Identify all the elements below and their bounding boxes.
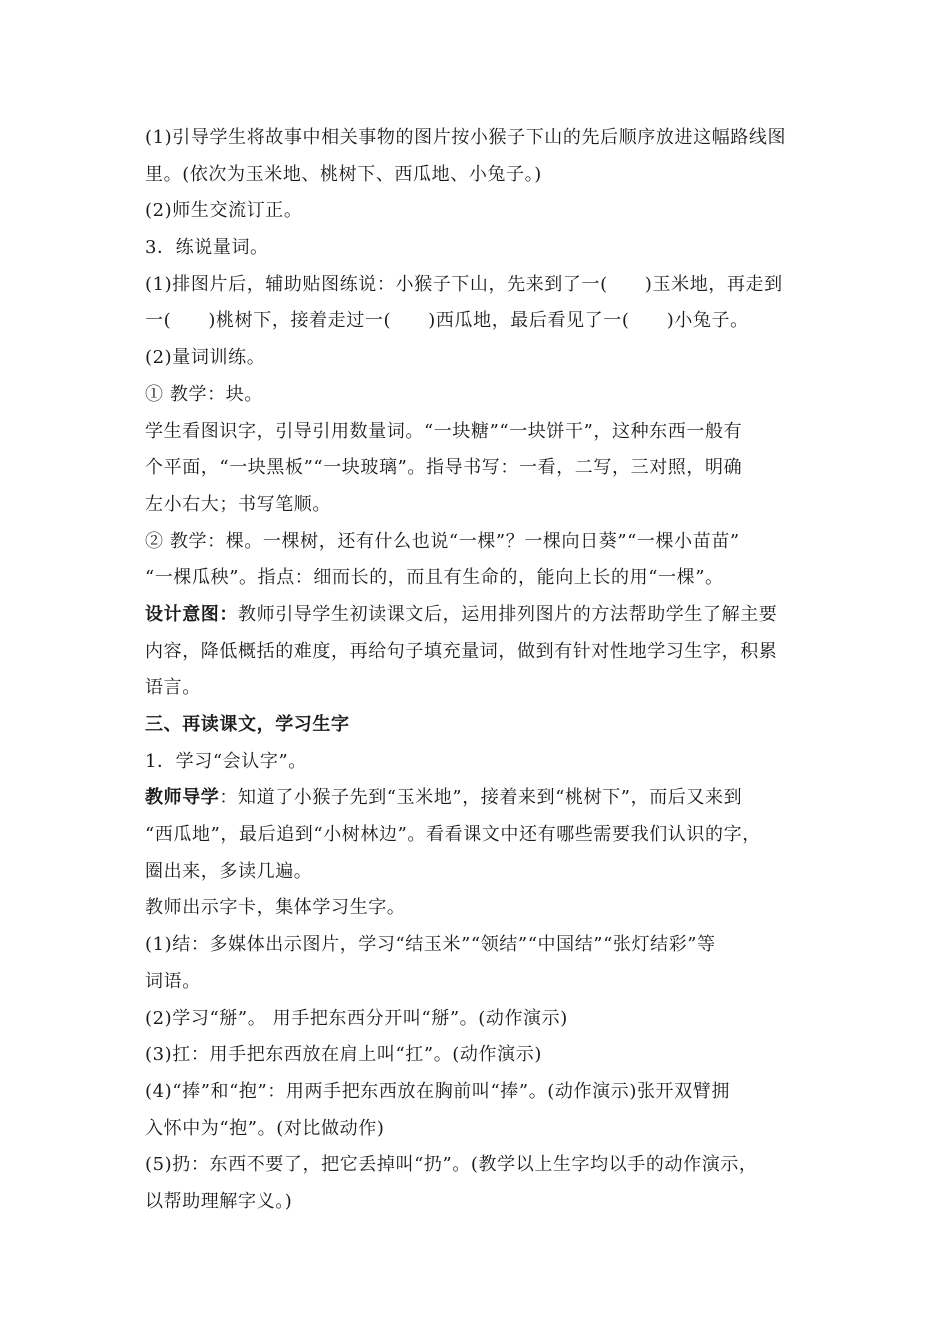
text-line: 个平面，“一块黑板”“一块玻璃”。指导书写：一看，二写，三对照，明确: [145, 457, 743, 479]
text-line: (2)师生交流订正。: [145, 200, 303, 222]
text-line: 左小右大；书写笔顺。: [145, 493, 331, 515]
section-heading-label: 三、再读课文，学习生字: [145, 714, 350, 735]
teacher-guide-label: 教师导学: [145, 787, 220, 809]
text-line: (1)排图片后，辅助贴图练说：小猴子下山，先来到了一( )玉米地，再走到: [145, 273, 783, 295]
text-line: 学生看图识字，引导引用数量词。“一块糖”“一块饼干”，这种东西一般有: [145, 420, 743, 442]
text-line: 教师导学：知道了小猴子先到“玉米地”，接着来到“桃树下”，而后又来到: [145, 787, 743, 809]
text-line: 入怀中为“抱”。(对比做动作): [145, 1117, 385, 1139]
text-line: (1)引导学生将故事中相关事物的图片按小猴子下山的先后顺序放进这幅路线图: [145, 127, 787, 148]
text-line: (2)量词训练。: [145, 347, 266, 369]
text-line: ② 教学：棵。一棵树，还有什么也说“一棵”？一棵向日葵”“一棵小苗苗”: [145, 530, 740, 552]
text-line: 圈出来，多读几遍。: [145, 860, 313, 882]
text-line: 词语。: [145, 970, 201, 992]
text-line: 里。(依次为玉米地、桃树下、西瓜地、小兔子。): [145, 163, 542, 185]
text-line: 3．练说量词。: [145, 237, 269, 259]
section-heading: [145, 707, 825, 744]
text-line: 内容，降低概括的难度，再给句子填充量词，做到有针对性地学习生字，积累: [145, 640, 778, 662]
design-intent-label: 设计意图：: [145, 603, 238, 625]
text-line: (1)结：多媒体出示图片，学习“结玉米”“领结”“中国结”“张灯结彩”等: [145, 934, 716, 956]
document-page: [145, 120, 825, 1221]
text-line: 设计意图：教师引导学生初读课文后，运用排列图片的方法帮助学生了解主要: [145, 603, 778, 625]
text-line: (3)扛：用手把东西放在肩上叫“扛”。(动作演示): [145, 1044, 542, 1066]
text-line: “一棵瓜秧”。指点：细而长的，而且有生命的，能向上长的用“一棵”。: [145, 567, 724, 589]
text-line: (4)“捧”和“抱”：用两手把东西放在胸前叫“捧”。(动作演示)张开双臂拥: [145, 1080, 730, 1102]
text-line: 语言。: [145, 677, 201, 699]
text-line: 教师出示字卡，集体学习生字。: [145, 897, 406, 919]
text-line: “西瓜地”，最后追到“小树林边”。看看课文中还有哪些需要我们认识的字，: [145, 824, 761, 846]
text-line: 一( )桃树下，接着走过一( )西瓜地，最后看见了一( )小兔子。: [145, 310, 749, 332]
text-line: ① 教学：块。: [145, 383, 263, 405]
text-line: (5)扔：东西不要了，把它丢掉叫“扔”。(教学以上生字均以手的动作演示，: [145, 1154, 758, 1176]
text-line: (2)学习“掰”。 用手把东西分开叫“掰”。(动作演示): [145, 1007, 568, 1029]
text-line: 以帮助理解字义。): [145, 1190, 293, 1212]
text-line: 1．学习“会认字”。: [145, 750, 307, 772]
